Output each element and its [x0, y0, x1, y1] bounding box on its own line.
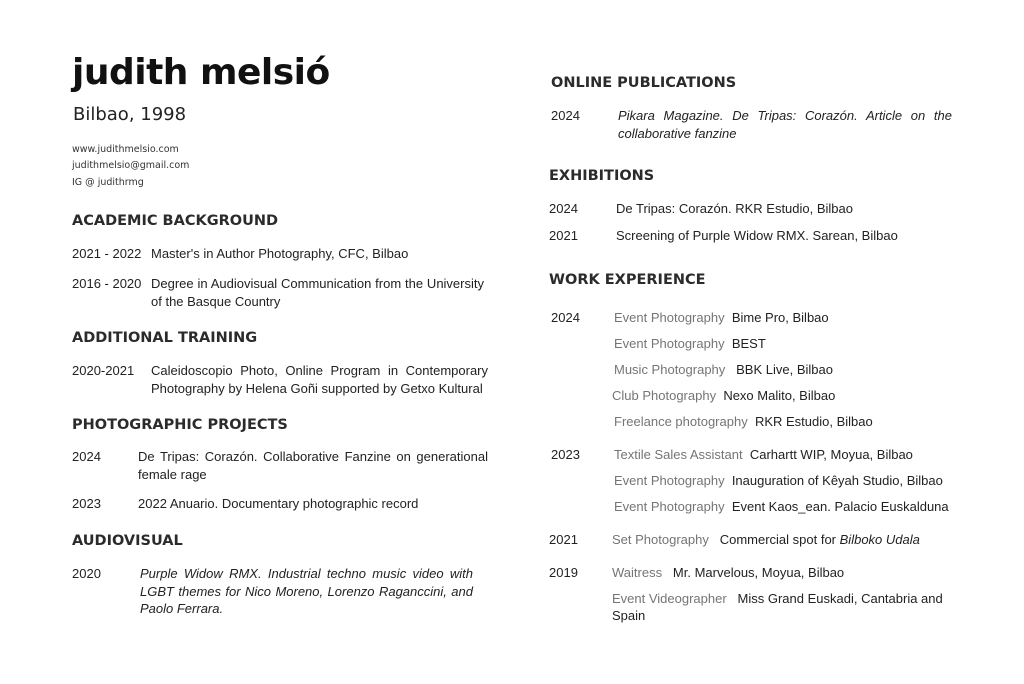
audiovisual-entry: Purple Widow RMX. Industrial techno music video with LGBT themes for Nico Moreno, Lorenzo Raganccini, and Paolo Ferrara.: [140, 566, 473, 616]
work-entry: [614, 309, 829, 327]
work-detail: Nexo Malito, Bilbao: [723, 388, 836, 403]
section-heading-work: WORK EXPERIENCE: [549, 272, 706, 288]
section-heading-training: ADDITIONAL TRAINING: [72, 330, 258, 346]
project-year: 2024: [72, 449, 101, 464]
academic-year: 2021 - 2022: [72, 246, 142, 261]
work-year: 2023: [551, 447, 580, 462]
exhibition-year: 2024: [549, 201, 578, 216]
work-entry: [614, 361, 833, 379]
work-detail: Mr. Marvelous, Moyua, Bilbao: [672, 565, 845, 580]
work-entry: [614, 413, 873, 431]
work-entry: [612, 531, 920, 549]
work-detail: Carhartt WIP, Moyua, Bilbao: [749, 447, 913, 462]
work-role: Club Photography: [612, 388, 717, 403]
project-entry: 2022 Anuario. Documentary photographic record: [138, 496, 419, 511]
work-role: Music Photography: [614, 362, 726, 377]
project-year: 2023: [72, 496, 101, 511]
section-heading-online: ONLINE PUBLICATIONS: [551, 75, 737, 91]
work-detail: Miss Grand Euskadi, Cantabria and: [737, 591, 943, 606]
work-role: Event Photography: [614, 499, 725, 514]
academic-year: 2016 - 2020: [72, 276, 142, 291]
exhibition-entry: Screening of Purple Widow RMX. Sarean, Bilbao: [616, 228, 898, 243]
online-entry: Pikara Magazine. De Tripas: Corazón. Article on the collaborative fanzine: [618, 108, 952, 141]
academic-entry: Degree in Audiovisual Communication from the University of the Basque Country: [151, 276, 484, 309]
exhibition-year: 2021: [549, 228, 578, 243]
work-detail-continued: Spain: [612, 608, 646, 623]
work-detail: Event Kaos_ean. Palacio Euskalduna: [731, 499, 949, 514]
work-detail: BBK Live, Bilbao: [736, 362, 833, 377]
location-year: Bilbao, 1998: [73, 104, 187, 125]
section-heading-exhibitions: EXHIBITIONS: [549, 168, 655, 184]
work-detail: BEST: [731, 336, 766, 351]
online-year: 2024: [551, 108, 580, 123]
work-entry: [614, 498, 949, 516]
section-heading-projects: PHOTOGRAPHIC PROJECTS: [72, 417, 288, 433]
project-entry: De Tripas: Corazón. Collaborative Fanzine on generational female rage: [138, 449, 488, 482]
work-role: Event Photography: [614, 336, 725, 351]
instagram-handle: IG @ judithrmg: [72, 177, 144, 188]
work-entry: [612, 564, 844, 582]
email-link[interactable]: judithmelsio@gmail.com: [72, 160, 190, 171]
training-year: 2020-2021: [72, 363, 135, 378]
section-heading-academic: ACADEMIC BACKGROUND: [72, 213, 279, 229]
work-entry: [614, 335, 766, 353]
work-detail: RKR Estudio, Bilbao: [754, 414, 873, 429]
work-role: Set Photography: [612, 532, 709, 547]
work-year: 2024: [551, 310, 580, 325]
work-year: 2019: [549, 565, 578, 580]
work-role: Event Photography: [614, 310, 725, 325]
work-role: Waitress: [612, 565, 663, 580]
work-role: Event Videographer: [612, 591, 727, 606]
work-entry: [614, 446, 913, 464]
website-link[interactable]: www.judithmelsio.com: [72, 144, 179, 155]
exhibition-entry: De Tripas: Corazón. RKR Estudio, Bilbao: [616, 201, 853, 216]
work-detail: Commercial spot for: [719, 532, 837, 547]
name-title: judith melsió: [72, 52, 330, 93]
work-detail: Bime Pro, Bilbao: [731, 310, 829, 325]
section-heading-audiovisual: AUDIOVISUAL: [72, 533, 183, 549]
academic-entry: Master's in Author Photography, CFC, Bilbao: [151, 246, 409, 261]
work-detail-italic: Bilboko Udala: [839, 532, 920, 547]
work-entry: [614, 472, 943, 490]
work-role: Textile Sales Assistant: [614, 447, 743, 462]
audiovisual-year: 2020: [72, 566, 101, 581]
work-role: Event Photography: [614, 473, 725, 488]
training-entry: Caleidoscopio Photo, Online Program in Contemporary Photography by Helena Goñi supported by Getxo Kultural: [151, 363, 488, 396]
work-role: Freelance photography: [614, 414, 748, 429]
work-detail: Inauguration of Kêyah Studio, Bilbao: [731, 473, 943, 488]
work-year: 2021: [549, 532, 578, 547]
work-entry: [612, 590, 943, 608]
work-entry: [612, 387, 835, 405]
